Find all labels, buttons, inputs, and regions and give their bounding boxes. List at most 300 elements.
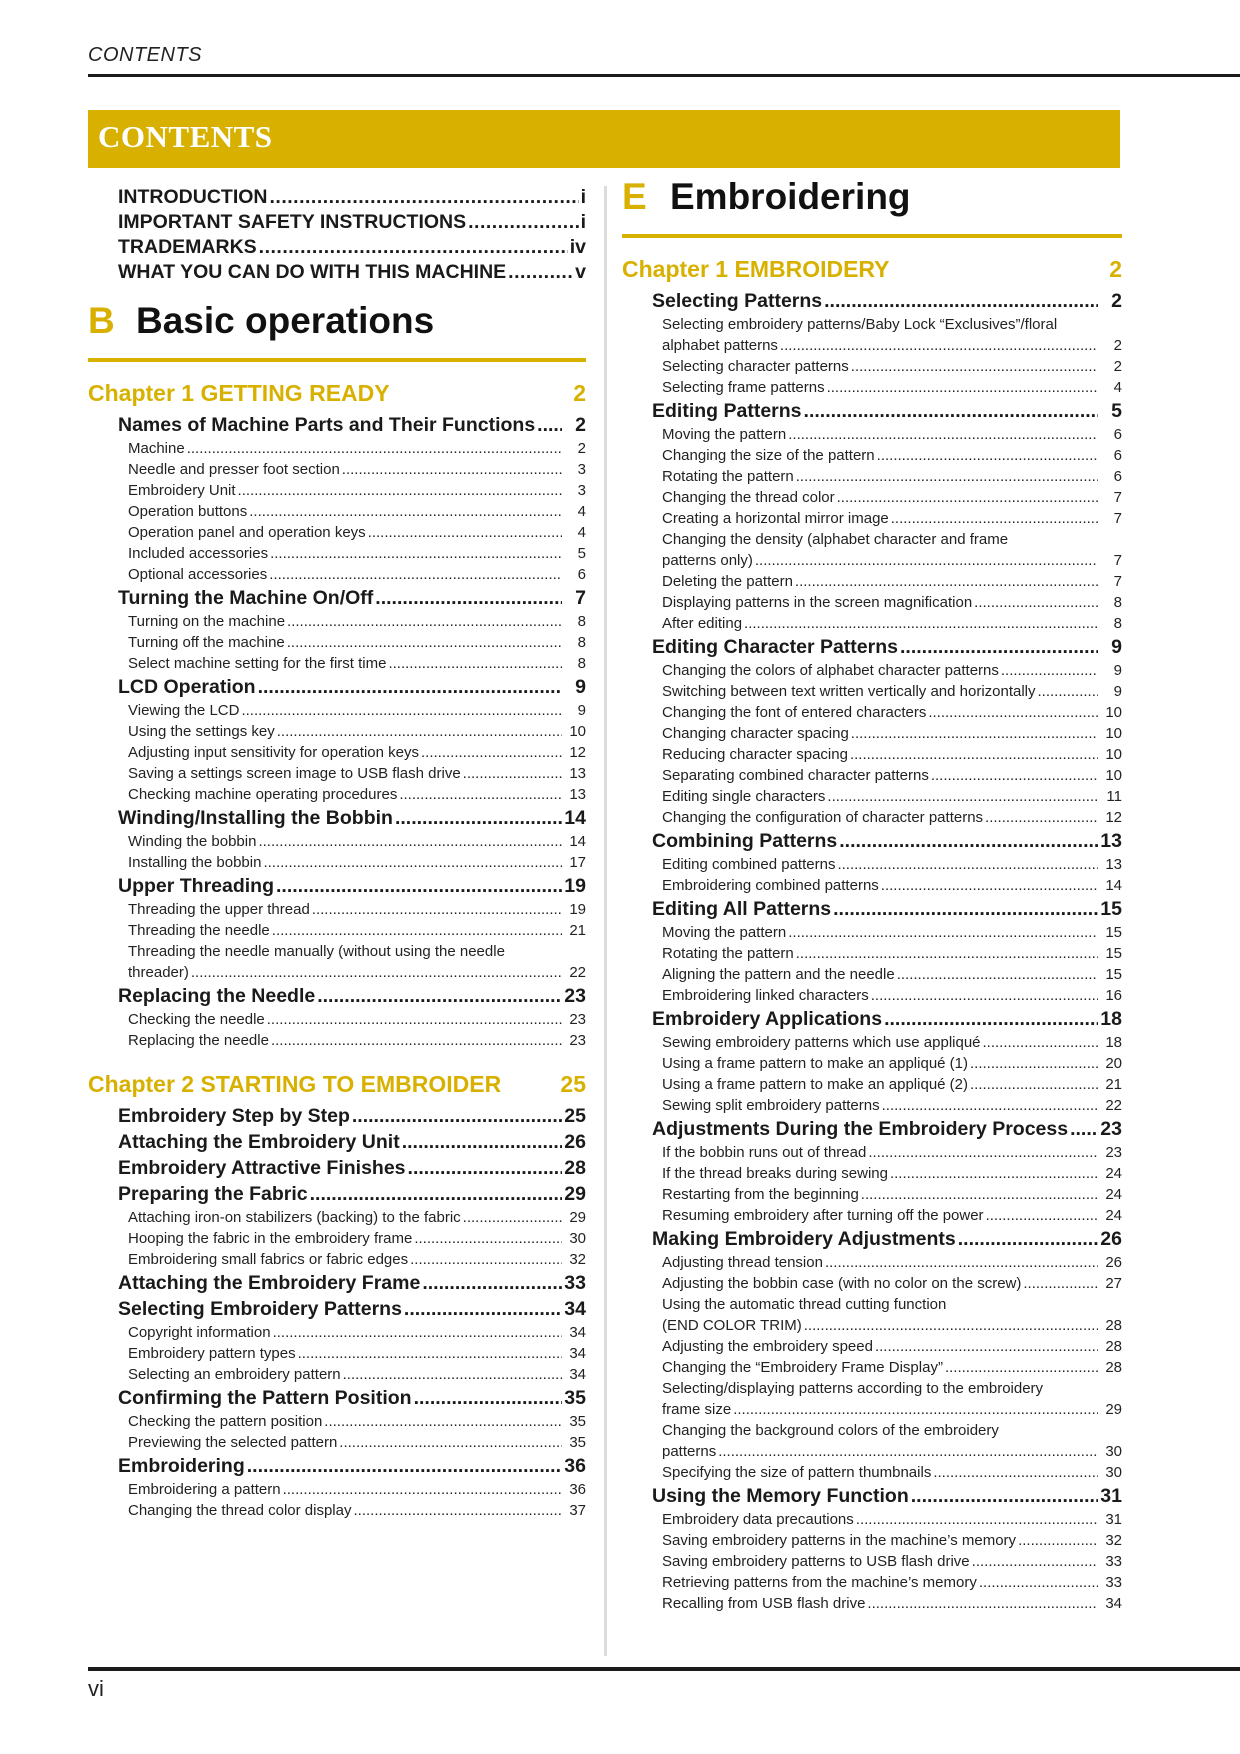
toc-page-number: 2 xyxy=(1113,358,1122,375)
dot-leader xyxy=(900,636,1098,659)
toc-subentry[interactable] xyxy=(662,1595,1122,1616)
dot-leader xyxy=(931,767,1098,784)
chapter-heading[interactable]: Chapter 1 EMBROIDERY 2 xyxy=(622,256,1122,282)
toc-entry-line[interactable]: Changing the density (alphabet character and frame xyxy=(662,531,1009,548)
toc-page-number: 21 xyxy=(1105,1076,1122,1093)
toc-subentry[interactable] xyxy=(128,566,586,587)
toc-subentry[interactable] xyxy=(128,1251,586,1272)
dot-leader xyxy=(1023,1275,1098,1292)
toc-subentry[interactable] xyxy=(128,964,586,985)
toc-subentry[interactable] xyxy=(662,856,1122,877)
contents-banner xyxy=(88,110,1120,168)
toc-subentry[interactable] xyxy=(662,1254,1122,1275)
toc-subentry[interactable] xyxy=(662,573,1122,594)
toc-section-entry[interactable] xyxy=(652,1008,1122,1034)
dot-leader xyxy=(310,1183,562,1206)
dot-leader xyxy=(933,1464,1098,1481)
toc-subentry[interactable] xyxy=(662,337,1122,358)
toc-page-number: 31 xyxy=(1105,1511,1122,1528)
toc-page-number: 20 xyxy=(1105,1055,1122,1072)
toc-subentry[interactable] xyxy=(662,683,1122,704)
toc-page-number: 4 xyxy=(577,503,586,520)
toc-section-entry[interactable] xyxy=(652,1228,1122,1254)
toc-page-number: 6 xyxy=(1113,426,1122,443)
toc-section-entry[interactable] xyxy=(118,985,586,1011)
toc-page-number: 28 xyxy=(1105,1359,1122,1376)
toc-subentry[interactable] xyxy=(662,1401,1122,1422)
toc-subentry[interactable] xyxy=(662,1055,1122,1076)
toc-entry-label: Editing combined patterns xyxy=(662,856,836,873)
toc-entry-label: Checking the needle xyxy=(128,1011,265,1028)
toc-front-item[interactable]: INTRODUCTION ..... i xyxy=(118,186,586,211)
toc-page-number: 34 xyxy=(564,1298,586,1320)
toc-entry-line[interactable]: Threading the needle manually (without using the needle xyxy=(128,943,505,960)
toc-page-number: 10 xyxy=(569,723,586,740)
dot-leader xyxy=(796,945,1098,962)
toc-page-number: 4 xyxy=(577,524,586,541)
toc-entry-label: alphabet patterns xyxy=(662,337,778,354)
dot-leader xyxy=(979,1574,1098,1591)
toc-subentry[interactable] xyxy=(662,426,1122,447)
toc-subentry[interactable] xyxy=(662,1338,1122,1359)
toc-subentry[interactable] xyxy=(662,1165,1122,1186)
top-rule xyxy=(88,74,1240,77)
toc-subentry[interactable] xyxy=(662,358,1122,379)
toc-page-number: 15 xyxy=(1100,898,1122,920)
toc-section-entry[interactable] xyxy=(652,400,1122,426)
toc-section-entry[interactable] xyxy=(652,636,1122,662)
toc-subentry[interactable] xyxy=(662,746,1122,767)
toc-page-number: 6 xyxy=(1113,468,1122,485)
toc-subentry[interactable] xyxy=(662,510,1122,531)
toc-subentry[interactable] xyxy=(662,1574,1122,1595)
dot-leader xyxy=(851,358,1098,375)
dot-leader xyxy=(856,1511,1098,1528)
toc-subentry[interactable] xyxy=(128,482,586,503)
toc-page-number: 19 xyxy=(569,901,586,918)
dot-leader xyxy=(827,788,1098,805)
dot-leader xyxy=(839,830,1098,853)
toc-subentry[interactable] xyxy=(662,1553,1122,1574)
toc-entry-label: Adjusting the embroidery speed xyxy=(662,1338,873,1355)
toc-subentry[interactable] xyxy=(128,545,586,566)
toc-entry-label: Changing the font of entered characters xyxy=(662,704,927,721)
toc-subentry[interactable] xyxy=(128,833,586,854)
toc-page-number: 25 xyxy=(564,1105,586,1127)
right-column xyxy=(622,176,1122,1616)
toc-entry-label: Included accessories xyxy=(128,545,269,562)
toc-page-number: 30 xyxy=(569,1230,586,1247)
toc-page-number: 22 xyxy=(569,964,586,981)
toc-section-entry[interactable] xyxy=(118,1157,586,1183)
dot-leader xyxy=(277,723,562,740)
toc-front-item[interactable]: TRADEMARKS ..... iv xyxy=(118,236,586,261)
toc-entry-label: Changing the size of the pattern xyxy=(662,447,875,464)
toc-subentry[interactable] xyxy=(662,877,1122,898)
toc-entry-label: Specifying the size of pattern thumbnails xyxy=(662,1464,932,1481)
dot-leader xyxy=(463,765,562,782)
toc-entry-label: Moving the pattern xyxy=(662,426,787,443)
toc-page-number: 29 xyxy=(1105,1401,1122,1418)
toc-section-entry[interactable] xyxy=(118,807,586,833)
toc-section-entry[interactable] xyxy=(118,1455,586,1481)
toc-entry-label: Embroidering linked characters xyxy=(662,987,869,1004)
toc-page-number: 9 xyxy=(1111,636,1122,658)
column-divider xyxy=(604,186,607,1656)
toc-front-item[interactable]: IMPORTANT SAFETY INSTRUCTIONS ..... i xyxy=(118,211,586,236)
toc-page-number: 18 xyxy=(1100,1008,1122,1030)
toc-section-entry[interactable] xyxy=(652,1485,1122,1511)
toc-page-number: 18 xyxy=(1105,1034,1122,1051)
toc-entry-label: Needle and presser foot section xyxy=(128,461,340,478)
toc-entry-label: Adjusting input sensitivity for operation keys xyxy=(128,744,419,761)
toc-page-number: 23 xyxy=(1100,1118,1122,1140)
toc-entry-label: Replacing the Needle xyxy=(118,985,316,1007)
toc-subentry[interactable] xyxy=(662,1464,1122,1485)
dot-leader xyxy=(945,1359,1098,1376)
toc-subentry[interactable] xyxy=(662,615,1122,636)
toc-entry-label: (END COLOR TRIM) xyxy=(662,1317,802,1334)
toc-page-number: 34 xyxy=(569,1366,586,1383)
toc-entry-label: Using a frame pattern to make an appliqué (2) xyxy=(662,1076,968,1093)
toc-subentry[interactable] xyxy=(128,524,586,545)
toc-entry-label: Rotating the pattern xyxy=(662,468,794,485)
toc-subentry[interactable] xyxy=(128,723,586,744)
toc-list xyxy=(622,290,1122,1616)
toc-page-number: 35 xyxy=(569,1413,586,1430)
toc-subentry[interactable] xyxy=(128,1209,586,1230)
toc-subentry[interactable] xyxy=(662,447,1122,468)
toc-page-number: 3 xyxy=(577,461,586,478)
toc-entry-line[interactable]: Selecting/displaying patterns according to the embroidery xyxy=(662,1380,1044,1397)
toc-subentry[interactable] xyxy=(662,1317,1122,1338)
toc-subentry[interactable] xyxy=(662,966,1122,987)
dot-leader xyxy=(718,1443,1098,1460)
toc-page-number: 34 xyxy=(569,1345,586,1362)
toc-section-entry[interactable] xyxy=(118,1298,586,1324)
dot-leader xyxy=(241,702,562,719)
dot-leader xyxy=(837,856,1098,873)
toc-page-number: 6 xyxy=(1113,447,1122,464)
toc-page-number: 8 xyxy=(577,655,586,672)
toc-subentry[interactable] xyxy=(662,809,1122,830)
toc-subentry[interactable] xyxy=(128,1481,586,1502)
toc-page-number: 36 xyxy=(564,1455,586,1477)
dot-leader xyxy=(986,1207,1098,1224)
toc-page-number: 16 xyxy=(1105,987,1122,1004)
dot-leader xyxy=(871,987,1098,1004)
toc-entry-label: Creating a horizontal mirror image xyxy=(662,510,889,527)
toc-subentry[interactable] xyxy=(128,1502,586,1523)
toc-subentry[interactable] xyxy=(662,1144,1122,1165)
toc-entry-label: threader) xyxy=(128,964,189,981)
toc-entry-label: Sewing embroidery patterns which use appliqué xyxy=(662,1034,981,1051)
toc-subentry[interactable] xyxy=(128,1413,586,1434)
toc-page-number: 23 xyxy=(564,985,586,1007)
toc-subentry[interactable] xyxy=(662,1034,1122,1055)
toc-page-number: 7 xyxy=(575,587,586,609)
dot-leader xyxy=(273,1324,562,1341)
toc-section-entry[interactable] xyxy=(652,290,1122,316)
dot-leader xyxy=(247,1455,562,1478)
toc-entry-label: Changing the colors of alphabet character patterns xyxy=(662,662,999,679)
toc-page-number: 12 xyxy=(569,744,586,761)
toc-subentry[interactable] xyxy=(128,1324,586,1345)
toc-subentry[interactable] xyxy=(128,744,586,765)
toc-subentry[interactable] xyxy=(662,379,1122,400)
dot-leader xyxy=(733,1401,1098,1418)
toc-page-number: 11 xyxy=(1106,788,1122,805)
toc-page-number: 35 xyxy=(564,1387,586,1409)
toc-entry-label: Using the settings key xyxy=(128,723,275,740)
dot-leader xyxy=(1018,1532,1098,1549)
toc-page-number: 23 xyxy=(569,1032,586,1049)
dot-leader xyxy=(463,1209,562,1226)
toc-entry-label: Making Embroidery Adjustments xyxy=(652,1228,956,1250)
dot-leader xyxy=(1001,662,1098,679)
toc-section-entry[interactable] xyxy=(652,830,1122,856)
dot-leader xyxy=(408,1157,562,1180)
dot-leader xyxy=(276,875,562,898)
toc-subentry[interactable] xyxy=(128,702,586,723)
toc-entry-label: Winding/Installing the Bobbin xyxy=(118,807,393,829)
dot-leader xyxy=(983,1034,1098,1051)
dot-leader xyxy=(270,545,562,562)
toc-entry-label: Operation buttons xyxy=(128,503,248,520)
toc-entry-label: Turning on the machine xyxy=(128,613,286,630)
toc-page-number: 32 xyxy=(569,1251,586,1268)
banner-title: CONTENTS xyxy=(98,119,273,154)
toc-entry-label: Saving embroidery patterns to USB flash drive xyxy=(662,1553,970,1570)
dot-leader xyxy=(267,1011,562,1028)
dot-leader xyxy=(414,1230,562,1247)
toc-page-number: 10 xyxy=(1105,767,1122,784)
dot-leader xyxy=(422,1272,562,1295)
dot-leader xyxy=(399,786,562,803)
toc-subentry[interactable] xyxy=(662,1097,1122,1118)
toc-entry-line[interactable]: Using the automatic thread cutting function xyxy=(662,1296,947,1313)
toc-entry-label: Embroidery pattern types xyxy=(128,1345,296,1362)
toc-subentry[interactable] xyxy=(662,1359,1122,1380)
toc-subentry[interactable] xyxy=(128,655,586,676)
dot-leader xyxy=(970,1055,1098,1072)
toc-subentry[interactable] xyxy=(662,1186,1122,1207)
dot-leader xyxy=(272,922,562,939)
toc-page-number: 9 xyxy=(577,702,586,719)
toc-subentry[interactable] xyxy=(662,468,1122,489)
toc-subentry[interactable] xyxy=(662,1275,1122,1296)
toc-front-item[interactable]: WHAT YOU CAN DO WITH THIS MACHINE ..... v xyxy=(118,261,586,286)
dot-leader xyxy=(352,1105,562,1128)
section-title: Basic operations xyxy=(136,300,435,341)
toc-page-number: 7 xyxy=(1113,510,1122,527)
dot-leader xyxy=(875,1338,1098,1355)
dot-leader xyxy=(825,1254,1098,1271)
toc-page-number: 2 xyxy=(575,414,586,436)
toc-section-entry[interactable] xyxy=(118,1105,586,1131)
dot-leader xyxy=(368,524,562,541)
dot-leader xyxy=(744,615,1098,632)
toc-page-number: 27 xyxy=(1105,1275,1122,1292)
toc-entry-label: If the bobbin runs out of thread xyxy=(662,1144,867,1161)
toc-entry-label: Combining Patterns xyxy=(652,830,838,852)
toc-page-number: 30 xyxy=(1105,1443,1122,1460)
toc-entry-label: Editing Character Patterns xyxy=(652,636,898,658)
toc-section-entry[interactable] xyxy=(652,898,1122,924)
dot-leader xyxy=(317,985,562,1008)
toc-subentry[interactable] xyxy=(128,503,586,524)
dot-leader xyxy=(258,676,562,699)
chapter-heading[interactable]: Chapter 2 STARTING TO EMBROIDER 25 xyxy=(88,1071,586,1097)
toc-subentry[interactable] xyxy=(662,594,1122,615)
toc-subentry[interactable] xyxy=(662,552,1122,573)
dot-leader xyxy=(287,634,562,651)
toc-entry-label: Changing the configuration of character patterns xyxy=(662,809,984,826)
toc-subentry[interactable] xyxy=(128,634,586,655)
toc-section-entry[interactable] xyxy=(118,1131,586,1157)
toc-subentry[interactable] xyxy=(662,1532,1122,1553)
toc-entry-label: Saving embroidery patterns in the machine’s memory xyxy=(662,1532,1017,1549)
toc-page-number: 3 xyxy=(577,482,586,499)
toc-entry-label: Selecting frame patterns xyxy=(662,379,825,396)
toc-subentry[interactable] xyxy=(662,725,1122,746)
dot-leader xyxy=(191,964,562,981)
dot-leader xyxy=(837,489,1098,506)
dot-leader xyxy=(312,901,562,918)
toc-section-entry[interactable] xyxy=(118,875,586,901)
toc-page-number: 13 xyxy=(569,765,586,782)
running-head: CONTENTS xyxy=(88,44,202,66)
toc-subentry[interactable] xyxy=(662,767,1122,788)
dot-leader xyxy=(851,725,1098,742)
dot-leader xyxy=(974,594,1098,611)
dot-leader xyxy=(249,503,562,520)
toc-page-number: 23 xyxy=(1105,1144,1122,1161)
toc-section-entry[interactable] xyxy=(118,414,586,440)
dot-leader xyxy=(877,447,1098,464)
section-rule xyxy=(622,234,1122,238)
toc-page-number: 29 xyxy=(564,1183,586,1205)
toc-page-number: 7 xyxy=(1113,489,1122,506)
toc-page-number: 28 xyxy=(1105,1317,1122,1334)
toc-entry-label: If the thread breaks during sewing xyxy=(662,1165,888,1182)
toc-entry-label: patterns xyxy=(662,1443,717,1460)
dot-leader xyxy=(780,337,1098,354)
toc-subentry[interactable] xyxy=(662,987,1122,1008)
toc-subentry[interactable] xyxy=(128,1011,586,1032)
dot-leader xyxy=(283,1481,562,1498)
toc-section-entry[interactable] xyxy=(652,1118,1122,1144)
dot-leader xyxy=(891,510,1098,527)
section-e-heading xyxy=(622,168,1122,234)
toc-subentry[interactable] xyxy=(128,901,586,922)
toc-entry-label: Checking the pattern position xyxy=(128,1413,323,1430)
toc-subentry[interactable] xyxy=(662,924,1122,945)
toc-subentry[interactable] xyxy=(128,1230,586,1251)
toc-section-entry[interactable] xyxy=(118,1272,586,1298)
dot-leader xyxy=(414,1387,562,1410)
toc-entry-label: Copyright information xyxy=(128,1324,271,1341)
dot-leader xyxy=(339,1434,562,1451)
toc-subentry[interactable] xyxy=(128,461,586,482)
toc-subentry[interactable] xyxy=(662,704,1122,725)
toc-entry-label: Selecting Patterns xyxy=(652,290,823,312)
dot-leader xyxy=(804,1317,1098,1334)
toc-subentry[interactable] xyxy=(662,788,1122,809)
toc-section-entry[interactable] xyxy=(118,676,586,702)
toc-subentry[interactable] xyxy=(662,489,1122,510)
toc-page-number: 4 xyxy=(1113,379,1122,396)
dot-leader xyxy=(353,1502,562,1519)
toc-subentry[interactable] xyxy=(128,1366,586,1387)
toc-entry-label: Embroidery Attractive Finishes xyxy=(118,1157,406,1179)
toc-subentry[interactable] xyxy=(128,854,586,875)
toc-entry-label: After editing xyxy=(662,615,743,632)
toc-subentry[interactable] xyxy=(662,945,1122,966)
toc-subentry[interactable] xyxy=(128,1032,586,1053)
toc-page-number: 35 xyxy=(569,1434,586,1451)
toc-subentry[interactable] xyxy=(128,1345,586,1366)
toc-entry-label: Restarting from the beginning xyxy=(662,1186,859,1203)
toc-section-entry[interactable] xyxy=(118,587,586,613)
toc-entry-label: Switching between text written vertically and horizontally xyxy=(662,683,1036,700)
toc-subentry[interactable] xyxy=(128,1434,586,1455)
dot-leader xyxy=(375,587,562,610)
chapter-heading[interactable]: Chapter 1 GETTING READY 2 xyxy=(88,380,586,406)
toc-page-number: 10 xyxy=(1105,725,1122,742)
toc-page-number: 23 xyxy=(569,1011,586,1028)
toc-entry-label: Changing character spacing xyxy=(662,725,849,742)
toc-entry-label: frame size xyxy=(662,1401,732,1418)
toc-page-number: 21 xyxy=(569,922,586,939)
toc-entry-label: Resuming embroidery after turning off the power xyxy=(662,1207,984,1224)
toc-entry-line[interactable]: Selecting embroidery patterns/Baby Lock “Exclusives”/floral xyxy=(662,316,1058,333)
toc-subentry[interactable] xyxy=(128,440,586,461)
toc-entry-label: Editing single characters xyxy=(662,788,826,805)
toc-page-number: 8 xyxy=(1113,594,1122,611)
dot-leader xyxy=(833,898,1098,921)
toc-entry-label: Operation panel and operation keys xyxy=(128,524,366,541)
toc-entry-line[interactable]: Changing the background colors of the embroidery xyxy=(662,1422,999,1439)
toc-subentry[interactable] xyxy=(662,1076,1122,1097)
toc-subentry[interactable] xyxy=(128,613,586,634)
dot-leader xyxy=(928,704,1098,721)
toc-subentry[interactable] xyxy=(128,786,586,807)
toc-subentry[interactable] xyxy=(662,1443,1122,1464)
toc-subentry[interactable] xyxy=(662,1207,1122,1228)
toc-section-entry[interactable] xyxy=(118,1183,586,1209)
toc-page-number: 8 xyxy=(577,634,586,651)
toc-page-number: 24 xyxy=(1105,1207,1122,1224)
dot-leader xyxy=(884,1008,1098,1031)
toc-section-entry[interactable] xyxy=(118,1387,586,1413)
toc-entry-label: Embroidery Step by Step xyxy=(118,1105,350,1127)
toc-entry-label: Select machine setting for the first time xyxy=(128,655,387,672)
toc-entry-label: Moving the pattern xyxy=(662,924,787,941)
toc-subentry[interactable] xyxy=(128,922,586,943)
toc-page-number: 34 xyxy=(569,1324,586,1341)
dot-leader xyxy=(972,1553,1098,1570)
toc-subentry[interactable] xyxy=(662,662,1122,683)
toc-entry-label: Adjusting thread tension xyxy=(662,1254,823,1271)
toc-subentry[interactable] xyxy=(662,1511,1122,1532)
toc-subentry[interactable] xyxy=(128,765,586,786)
toc-page-number: 10 xyxy=(1105,704,1122,721)
toc-entry-label: Viewing the LCD xyxy=(128,702,240,719)
toc-entry-label: Upper Threading xyxy=(118,875,275,897)
toc-entry-label: Checking machine operating procedures xyxy=(128,786,398,803)
toc-page-number: 26 xyxy=(564,1131,586,1153)
